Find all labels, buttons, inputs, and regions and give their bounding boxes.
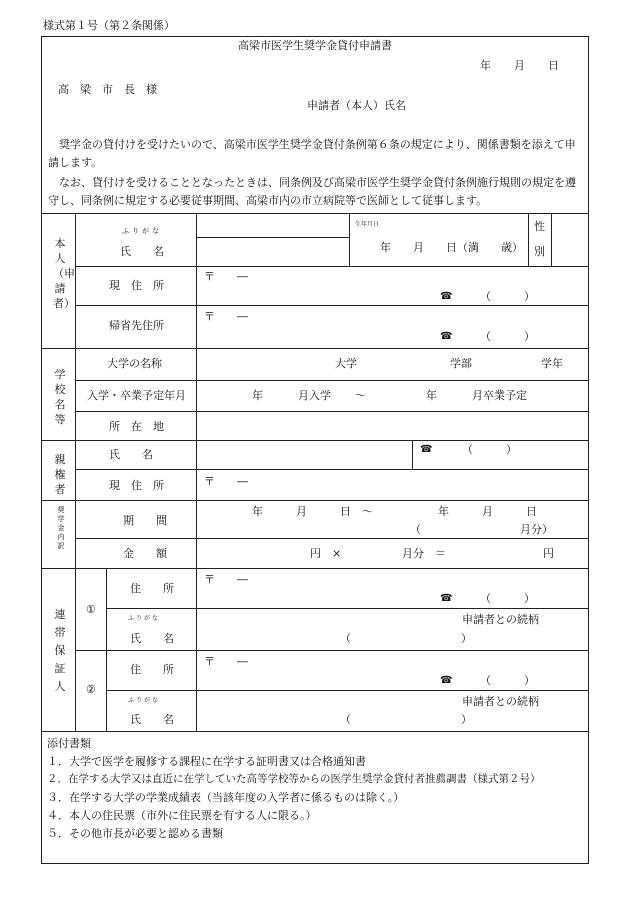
section-honnin: 本人（申請者） — [53, 237, 75, 310]
date-day: 日 — [548, 59, 559, 72]
current-postal: 〒 ― — [204, 270, 248, 283]
current-phone-parens: （ ） — [480, 290, 535, 303]
g1-furigana-label: ふりがな — [128, 615, 161, 622]
amount-months-equals: 月分 ＝ — [402, 547, 446, 560]
sex-label-top: 性 — [534, 220, 545, 233]
enroll-grad-label: 入学・卒業予定年月 — [87, 389, 186, 402]
section-guarantor: 連帯保証人 — [54, 608, 66, 693]
g2-relation-parens: （ ） — [340, 713, 472, 726]
form-number: 様式第１号（第２条関係） — [43, 19, 175, 32]
compliance-statement: なお、貸付けを受けることとなったときは、同条例及び高梁市医学生奨学金貸付条例施行規則の規定を遵守し、同条例に規定する必要従事期間、高梁市内の市立病院等で医師として従事します。 — [48, 176, 576, 207]
attachments-heading: 添付書類 — [47, 737, 91, 750]
name-label: 氏 名 — [120, 245, 164, 258]
grad-year: 年 — [426, 389, 437, 402]
guardian-name-label: 氏 名 — [109, 448, 153, 461]
birthdate-fields: 年 月 日（満 歳） — [380, 241, 523, 254]
form-title: 高梁市医学生奨学金貸付申請書 — [238, 39, 392, 52]
grade-unit: 学年 — [541, 357, 563, 370]
attachment-item: ２．在学する大学又は直近に在学していた高等学校等からの医学生奨学金貸付者推薦調書（様式第２号） — [47, 773, 541, 785]
guardian-phone-parens: （ ） — [462, 443, 517, 456]
location-label: 所 在 地 — [109, 420, 164, 433]
period-months-close: 月分） — [520, 523, 553, 536]
date-year: 年 — [480, 59, 491, 72]
university-name-label: 大学の名称 — [107, 357, 162, 370]
guarantor1-number: ① — [86, 603, 96, 616]
phone-icon: ☎ — [440, 593, 453, 604]
university-unit: 大学 — [335, 357, 357, 370]
guardian-postal: 〒 ― — [204, 475, 248, 488]
application-statement: 奨学金の貸付けを受けたいので、高梁市医学生奨学金貸付条例第６条の規定により、関係書類を添えて申請します。 — [48, 138, 576, 169]
home-postal: 〒 ― — [204, 310, 248, 323]
guardian-address-label: 現 住 所 — [109, 479, 164, 492]
guarantor2-number: ② — [86, 683, 96, 696]
home-address-label: 帰省先住所 — [109, 319, 164, 332]
g1-name-label: 氏 名 — [130, 632, 174, 645]
faculty-unit: 学部 — [450, 357, 472, 370]
attachment-item: ４．本人の住民票（市外に住民票を有する人に限る。） — [47, 809, 317, 822]
phone-icon: ☎ — [440, 675, 453, 686]
enroll-month: 月入学 — [298, 389, 331, 402]
phone-icon: ☎ — [440, 331, 453, 342]
enroll-year: 年 — [252, 389, 263, 402]
amount-label: 金 額 — [123, 547, 167, 560]
applicant-name-label: 申請者（本人）氏名 — [307, 99, 406, 112]
g2-name-label: 氏 名 — [130, 713, 174, 726]
g2-furigana-label: ふりがな — [128, 697, 161, 704]
g2-postal: 〒 ― — [204, 655, 248, 668]
current-address-label: 現 住 所 — [109, 279, 164, 292]
g2-phone-parens: （ ） — [480, 674, 535, 687]
attachment-item: ５．その他市長が必要と認める書類 — [47, 827, 223, 840]
section-school: 学校名等 — [54, 368, 66, 426]
amount-yen-times: 円 × — [310, 547, 342, 560]
attachment-item: ３．在学する大学の学業成績表（当該年度の入学者に係るものは除く。） — [47, 791, 405, 804]
enroll-tilde: ～ — [355, 389, 366, 402]
g1-postal: 〒 ― — [204, 573, 248, 586]
period-from: 年 月 日 ～ — [252, 505, 373, 518]
g2-address-label: 住 所 — [130, 663, 174, 676]
addressee: 高 梁 市 長 様 — [58, 83, 157, 96]
amount-total: 円 — [543, 547, 554, 560]
g1-address-label: 住 所 — [130, 582, 174, 595]
section-loan: 奨学金内訳 — [57, 506, 65, 550]
sex-label-bottom: 別 — [534, 245, 545, 258]
period-months-open: （ — [410, 523, 421, 536]
g1-relation-parens: （ ） — [340, 632, 472, 645]
period-to: 年 月 日 — [438, 505, 537, 518]
g1-phone-parens: （ ） — [480, 592, 535, 605]
birthdate-label: 生年月日 — [355, 221, 380, 228]
home-phone-parens: （ ） — [480, 330, 535, 343]
grad-month: 月卒業予定 — [472, 389, 527, 402]
phone-icon: ☎ — [420, 444, 433, 455]
attachment-item: １．大学で医学を履修する課程に在学する証明書又は合格通知書 — [47, 755, 366, 768]
furigana-label: ふりがな — [122, 227, 162, 235]
g2-relation-label: 申請者との続柄 — [462, 695, 539, 708]
period-label: 期 間 — [123, 514, 167, 527]
g1-relation-label: 申請者との続柄 — [462, 613, 539, 626]
phone-icon: ☎ — [440, 291, 453, 302]
date-month: 月 — [514, 59, 525, 72]
section-guardian: 親権者 — [54, 453, 66, 496]
